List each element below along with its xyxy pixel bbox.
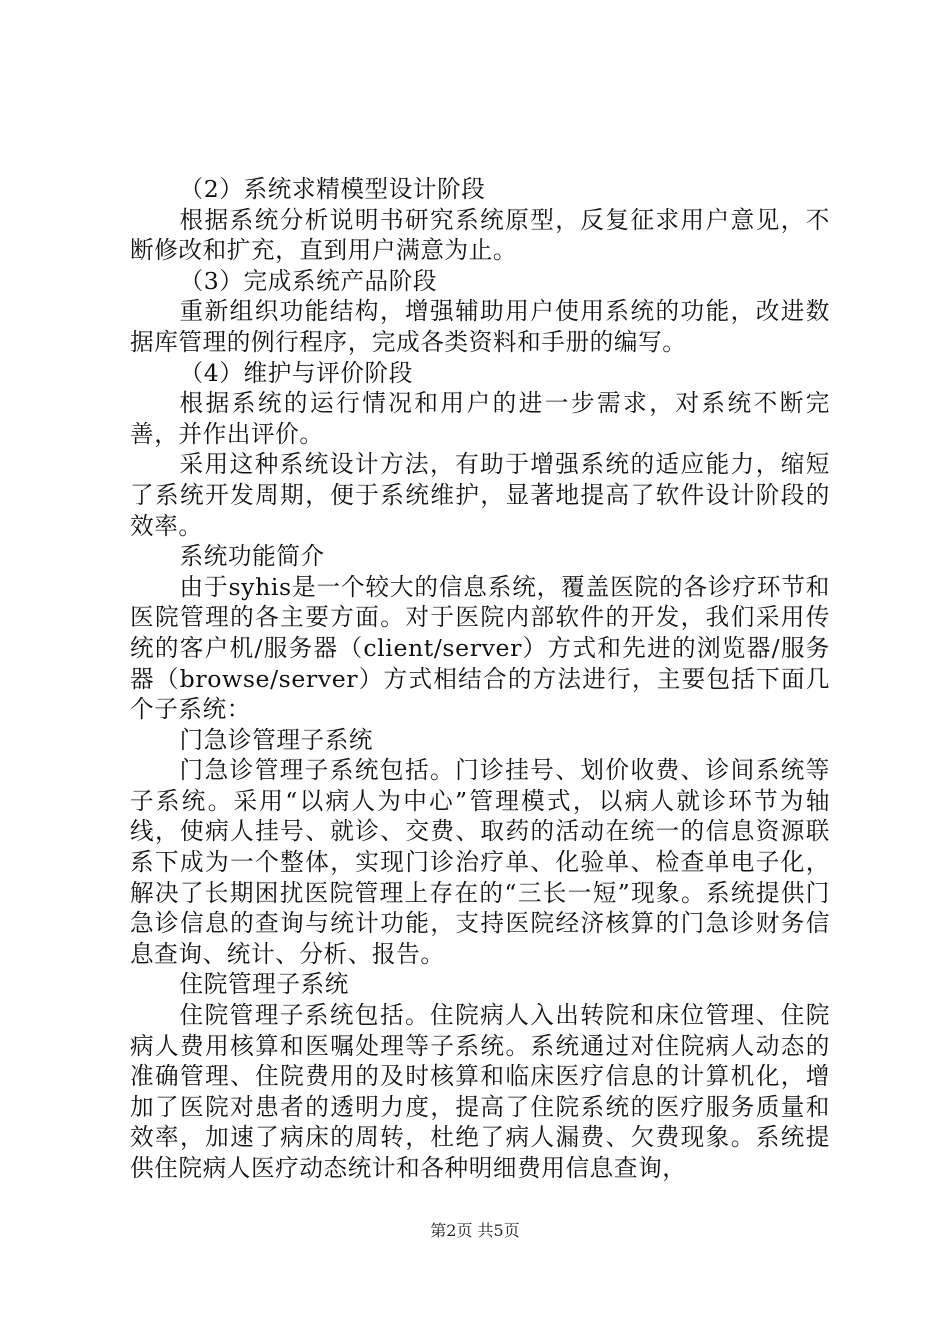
section-heading-maintenance: （4）维护与评价阶段: [179, 358, 413, 387]
section-heading-product-stage: （3）完成系统产品阶段: [179, 266, 438, 295]
paragraph-refine-model: 根据系统分析说明书研究系统原型，反复征求用户意见，不断修改和扩充，直到用户满意为止。: [130, 205, 830, 265]
paragraph-inpatient: 住院管理子系统包括。住院病人入出转院和床位管理、住院病人费用核算和医嘱处理等子系统。系统通过对住院病人动态的准确管理、住院费用的及时核算和临床医疗信息的计算机化，增加了医院对患者的透明力度，提高了住院系统的医疗服务质量和效率，加速了病床的周转，杜绝了病人漏费、欠费现象。系统提供住院病人医疗动态统计和各种明细费用信息查询，: [130, 1001, 830, 1182]
section-heading-function-intro: 系统功能简介: [179, 542, 325, 571]
paragraph-outpatient: 门急诊管理子系统包括。门诊挂号、划价收费、诊间系统等子系统。采用“以病人为中心”管理模式，以病人就诊环节为轴线，使病人挂号、就诊、交费、取药的活动在统一的信息资源联系下成为一个整体，实现门诊治疗单、化验单、检查单电子化，解决了长期困扰医院管理上存在的“三长一短”现象。系统提供门急诊信息的查询与统计功能，支持医院经济核算的门急诊财务信息查询、统计、分析、报告。: [130, 756, 830, 968]
document-body: [130, 174, 830, 1184]
section-heading-refine-model: （2）系统求精模型设计阶段: [179, 175, 486, 203]
paragraph-function-intro: 由于syhis是一个较大的信息系统，覆盖医院的各诊疗环节和医院管理的各主要方面。对于医院内部软件的开发，我们采用传统的客户机/服务器（client/server）方式和先进的浏览器/服务器（browse/server）方式相结合的方法进行，主要包括下面几个子系统：: [130, 572, 830, 724]
paragraph-product-stage: 重新组织功能结构，增强辅助用户使用系统的功能，改进数据库管理的例行程序，完成各类资料和手册的编写。: [130, 297, 830, 356]
paragraph-method-benefits: 采用这种系统设计方法，有助于增强系统的适应能力，缩短了系统开发周期，便于系统维护，显著地提高了软件设计阶段的效率。: [130, 450, 830, 540]
section-heading-outpatient: 门急诊管理子系统: [179, 725, 374, 754]
section-heading-inpatient: 住院管理子系统: [179, 970, 349, 999]
page-number-footer: 第2页 共5页: [430, 1221, 520, 1240]
paragraph-maintenance: 根据系统的运行情况和用户的进一步需求，对系统不断完善，并作出评价。: [130, 389, 830, 448]
